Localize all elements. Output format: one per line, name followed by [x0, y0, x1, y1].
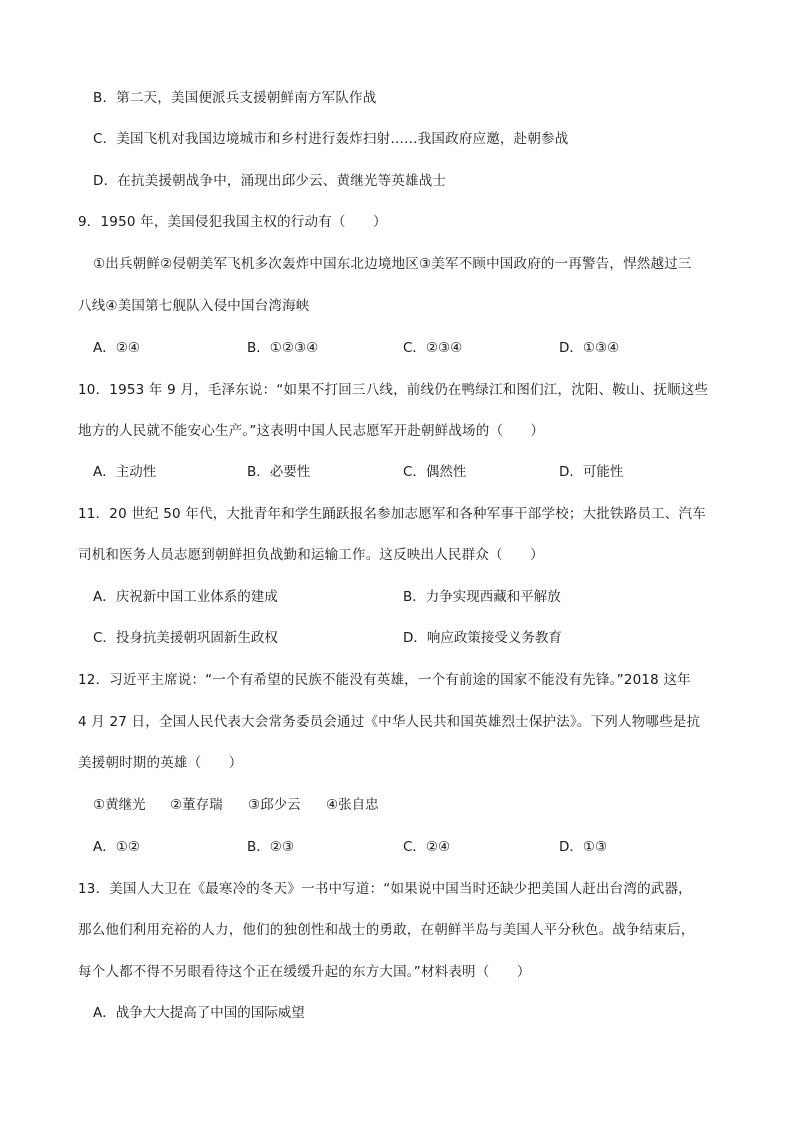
- q13-line3: 每个人都不得不另眼看待这个正在缓缓升起的东方大国。”材料表明（ ）: [78, 964, 531, 980]
- q8-option-b: B．第二天，美国便派兵支援朝鲜南方军队作战: [93, 90, 377, 106]
- q12-item-4: ④张自忠: [326, 797, 379, 813]
- q13-line1: 13．美国人大卫在《最寒冷的冬天》一书中写道：“如果说中国当时还缺少把美国人赶出台湾的武器，: [78, 881, 692, 897]
- q10-option-c: C．偶然性: [403, 464, 467, 480]
- q11-option-a: A．庆祝新中国工业体系的建成: [93, 589, 278, 605]
- q13-option-a: A．战争大大提高了中国的国际威望: [93, 1005, 305, 1021]
- q9-items-line2: 八线④美国第七舰队入侵中国台湾海峡: [78, 298, 310, 314]
- q12-item-2: ②董存瑞: [170, 797, 223, 813]
- q9-stem: 9．1950 年，美国侵犯我国主权的行动有（ ）: [78, 214, 387, 230]
- q12-line1: 12．习近平主席说：“一个有希望的民族不能没有英雄，一个有前途的国家不能没有先锋。”2018 这年: [78, 672, 691, 688]
- q10-option-d: D．可能性: [559, 464, 624, 480]
- q9-items-line1: ①出兵朝鲜②侵朝美军飞机多次轰炸中国东北边境地区③美军不顾中国政府的一再警告，悍然越过三: [93, 256, 692, 272]
- q12-item-3: ③邱少云: [248, 797, 301, 813]
- q12-line3: 美援朝时期的英雄（ ）: [78, 755, 243, 771]
- q12-option-b: B．②③: [247, 839, 294, 855]
- q12-item-1: ①黄继光: [93, 797, 146, 813]
- q12-line2: 4 月 27 日，全国人民代表大会常务委员会通过《中华人民共和国英雄烈士保护法》。下列人物哪些是抗: [78, 714, 701, 730]
- q11-option-c: C．投身抗美援朝巩固新生政权: [93, 630, 278, 646]
- q12-option-c: C．②④: [403, 839, 451, 855]
- q11-line2: 司机和医务人员志愿到朝鲜担负战勤和运输工作。这反映出人民群众（ ）: [78, 547, 544, 563]
- q9-option-b: B．①②③④: [247, 340, 319, 356]
- q9-option-c: C．②③④: [403, 340, 463, 356]
- q11-option-b: B．力争实现西藏和平解放: [403, 589, 561, 605]
- q10-option-a: A．主动性: [93, 464, 157, 480]
- q10-line2: 地方的人民就不能安心生产。”这表明中国人民志愿军开赴朝鲜战场的（ ）: [78, 423, 545, 439]
- q8-option-c: C．美国飞机对我国边境城市和乡村进行轰炸扫射……我国政府应邀，赴朝参战: [93, 131, 569, 147]
- q11-option-d: D．响应政策接受义务教育: [403, 630, 562, 646]
- q10-line1: 10．1953 年 9 月，毛泽东说：“如果不打回三八线，前线仍在鸭绿江和图们江，沈阳、鞍山、抚顺这些: [78, 382, 709, 398]
- q12-option-d: D．①③: [559, 839, 608, 855]
- q10-option-b: B．必要性: [247, 464, 311, 480]
- q12-option-a: A．①②: [93, 839, 140, 855]
- q9-option-a: A．②④: [93, 340, 140, 356]
- q11-line1: 11．20 世纪 50 年代，大批青年和学生踊跃报名参加志愿军和各种军事干部学校；大批铁路员工、汽车: [78, 506, 706, 522]
- q13-line2: 那么他们利用充裕的人力，他们的独创性和战士的勇敢，在朝鲜半岛与美国人平分秋色。战争结束后，: [78, 922, 695, 938]
- q9-option-d: D．①③④: [559, 340, 620, 356]
- q8-option-d: D．在抗美援朝战争中，涌现出邱少云、黄继光等英雄战士: [93, 173, 447, 189]
